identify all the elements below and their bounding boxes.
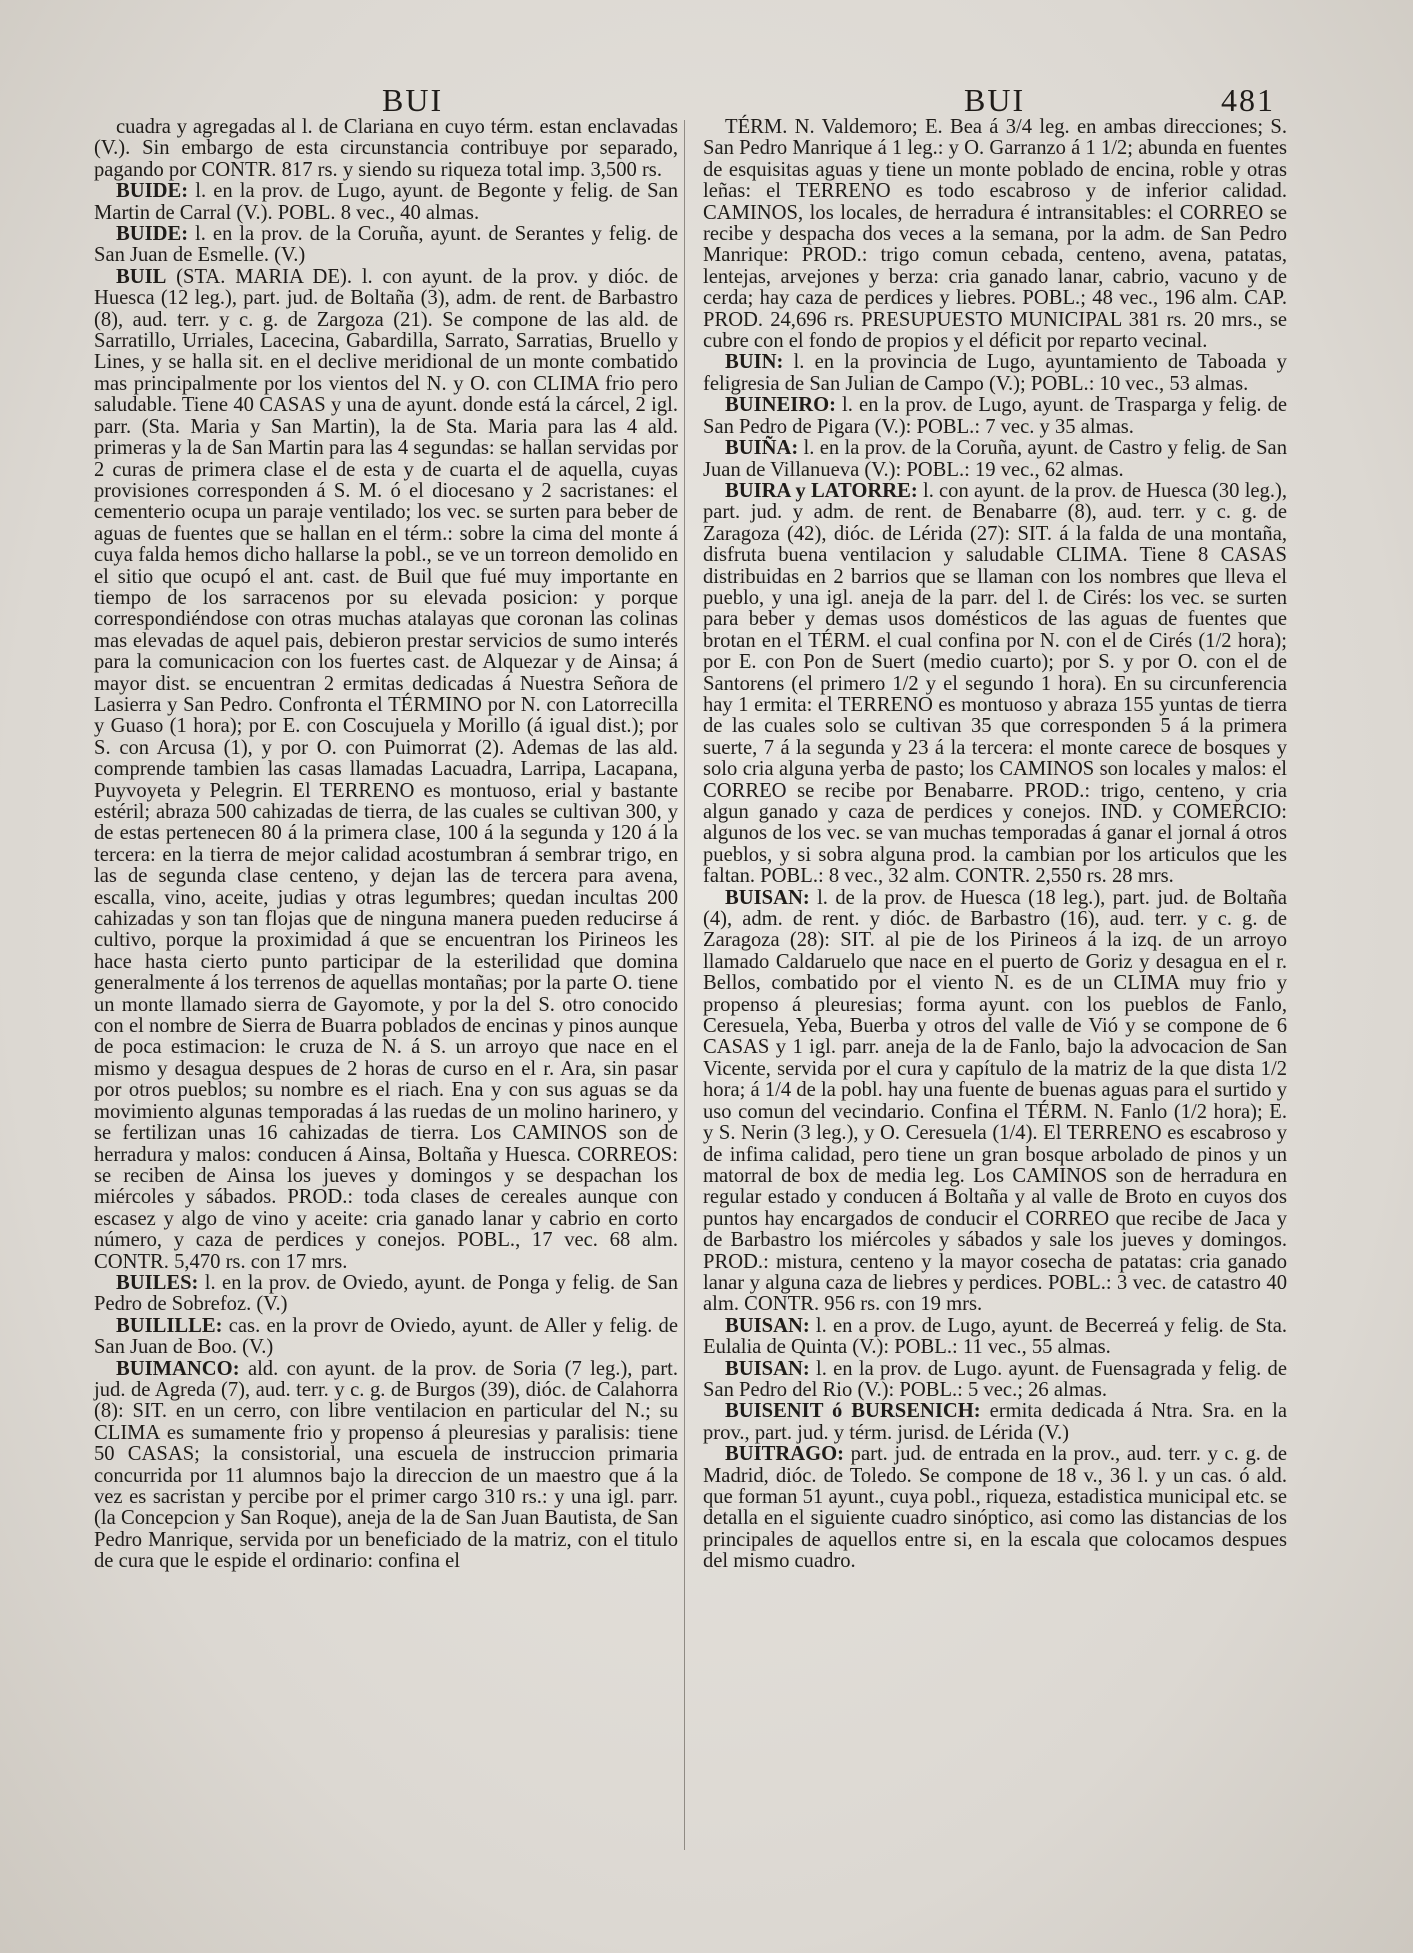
entry-text: part. jud. de entrada en la prov., aud. terr. y c. g. de Madrid, dióc. de Toledo. Se compone de 18 v., 36 l. y un cas. ó ald. que forman 51 ayunt., cuya pobl., riqueza, estadistica municipal etc. se detalla en el siguiente cuadro sinóptico, asi como las distancias de los principales de aquellos entre si, en la escala que colocamos despues del mismo cuadro.	[703, 1443, 1288, 1573]
entry	[703, 888, 1287, 1316]
entry-text: ermita dedicada á Ntra. Sra. en la prov., part. jud. y térm. jurisd. de Lérida (V.)	[703, 1400, 1287, 1444]
entry-headword: BUIÑA:	[725, 437, 799, 460]
entry	[703, 395, 1287, 438]
entry	[703, 352, 1287, 395]
entry	[703, 1316, 1287, 1359]
entry	[703, 1444, 1287, 1572]
entry-headword: BUIN:	[725, 351, 784, 374]
entry	[94, 117, 678, 181]
entry-text: l. en la prov. de Oviedo, ayunt. de Ponga y felig. de San Pedro de Sobrefoz. (V.)	[94, 1271, 678, 1316]
column-divider	[684, 120, 685, 1850]
entry-text: l. en la prov. de Lugo. ayunt. de Fuensagrada y felig. de San Pedro del Rio (V.): POBL.: 5 vec.; 26 almas.	[703, 1357, 1287, 1401]
entry-headword: BUIDE:	[116, 180, 189, 203]
entry-headword: BUINEIRO:	[725, 394, 836, 417]
entry-headword: BUITRAGO:	[725, 1443, 844, 1466]
entry-text: l. de la prov. de Huesca (18 leg.), part. jud. de Boltaña (4), adm. de rent. y dióc. de Barbastro (16), aud. terr. y c. g. de Zaragoza (28): SIT. al pie de los Pirineos á la izq. de un arroyo llamado Caldaruelo que nace en el puerto de Goriz y desagua en el r. Bellos, combatido por el viento N. es de un CLIMA muy frio y propenso á pleuresias; forma ayunt. con los pueblos de Fanlo, Ceresuela, Yeba, Buerba y otros del valle de Vió y se compone de 6 CASAS y 1 igl. parr. aneja de la de Fanlo, bajo la advocacion de San Vicente, servida por el cura y capítulo de la matriz de la que dista 1/2 hora; á 1/4 de la pobl. hay una fuente de buenas aguas para el surtido y uso comun del vecindario. Confina el TÉRM. N. Fanlo (1/2 hora); E. y S. Nerin (3 leg.), y O. Ceresuela (1/4). El TERRENO es escabroso y de infima calidad, pero tiene un gran bosque arbolado de pinos y un matorral de box de media leg. Los CAMINOS son de herradura en regular estado y conducen á Boltaña y al valle de Broto en cuyos dos puntos hay encargados de conducir el CORREO que recibe de Jaca y de Barbastro los miércoles y sábados y sale los jueves y domingos. PROD.: mistura, centeno y la mayor cosecha de patatas: cria ganado lanar y alguna caza de liebres y perdices. POBL.: 3 vec. de catastro 40 alm. CONTR. 956 rs. con 19 mrs.	[703, 886, 1287, 1316]
entry	[94, 181, 678, 224]
entry	[703, 1359, 1287, 1402]
entry-headword: BUIRA y LATORRE:	[725, 479, 918, 502]
entry-text: TÉRM. N. Valdemoro; E. Bea á 3/4 leg. en ambas direcciones; S. San Pedro Manrique á 1 leg.: y O. Garranzo á 1 1/2; abunda en fuentes de esquisitas aguas y tiene un monte poblado de encina, roble y otras leñas: el TERRENO es todo escabroso y de inferior calidad. CAMINOS, los locales, de herradura é intransitables: el CORREO se recibe y despacha dos veces a la semana, por la adm. de San Pedro Manrique: PROD.: trigo comun cebada, centeno, avena, patatas, lentejas, arvejones y berza: cria ganado lanar, cabrio, vacuno y de cerda; hay caza de perdices y liebres. POBL.; 48 vec., 196 alm. CAP. PROD. 24,696 rs. PRESUPUESTO MUNICIPAL 381 rs. 20 mrs., se cubre con el fondo de propios y el déficit por reparto vecinal.	[703, 116, 1287, 353]
left-column	[94, 117, 678, 1573]
entry	[94, 1359, 678, 1573]
left-header-word: BUI	[382, 82, 444, 118]
entry	[703, 1401, 1287, 1444]
entry	[94, 1316, 678, 1359]
entry-headword: BUIDE:	[116, 223, 189, 246]
entry-headword: BUISAN:	[725, 1314, 810, 1337]
entry	[94, 224, 678, 267]
entry-text: l. en la prov. de Lugo, ayunt. de Begonte y felig. de San Martin de Carral (V.). POBL. 8 vec., 40 almas.	[94, 180, 679, 224]
entry-text: l. en la prov. de Lugo, ayunt. de Trasparga y felig. de San Pedro de Pigara (V.): POBL.: 7 vec. y 35 almas.	[703, 394, 1288, 438]
entry-text: (STA. MARIA DE). l. con ayunt. de la prov. y dióc. de Huesca (12 leg.), part. jud. de Boltaña (3), adm. de rent. de Barbastro (8), aud. terr. y c. g. de Zargoza (21). Se compone de las ald. de Sarratillo, Urriales, Lacecina, Gabardilla, Sarrato, Sarratias, Bruello y Lines, y se halla sit. en el declive meridional de un monte combatido mas principalmente por los vientos del N. y O. con CLIMA frio pero saludable. Tiene 40 CASAS y una de ayunt. donde está la cárcel, 2 igl. parr. (Sta. Maria y San Martin), la de Sta. Maria para las 4 ald. primeras y la de San Martin para las 4 segundas: se hallan servidas por 2 curas de primera clase el de esta y de cuarta el de aquella, cuyas provisiones corresponden á S. M. ó el diocesano y 2 sacristanes: el cementerio ocupa un paraje ventilado; los vec. se surten para beber de aguas de fuentes que se hallan en el térm.: sobre la cima del monte á cuya falda hemos dicho hallarse la pobl., se ve un torreon demolido en el sitio que ocupó el ant. cast. de Buil que fué muy importante en tiempo de los sarracenos por su elevada posicion: y porque correspondiéndose con otras muchas atalayas que coronan las colinas mas elevadas de aquel pais, debieron prestar servicios de sumo interés para la comunicacion con los fuertes cast. de Alquezar y de Ainsa; á mayor dist. se encuentran 2 ermitas dedicadas á Nuestra Señora de Lasierra y San Pedro. Confronta el TÉRMINO por N. con Latorrecilla y Guaso (1 hora); por E. con Coscujuela y Morillo (á igual dist.); por S. con Arcusa (1), y por O. con Puimorrat (2). Ademas de las ald. comprende tambien las casas llamadas Lacuadra, Larripa, Lacapana, Puyvoyeta y Pelegrin. El TERRENO es montuoso, erial y bastante estéril; abraza 500 cahizadas de tierra, de las cuales se cultivan 300, y de estas pertenecen 80 á la primera clase, 100 á la segunda y 120 á la tercera: en la tierra de mejor calidad acostumbran á sembrar trigo, en las de segunda clase centeno, y dejan las de tercera para avena, escalla, vino, aceite, judias y otras legumbres; quedan incultas 200 cahizadas y son tan flojas que de ninguna manera pueden reducirse á cultivo, porque la proximidad á que se encuentran los Pirineos les hace hasta cierto punto participar de la esterilidad que domina generalmente á los terrenos de aquellas montañas; por la parte O. tiene un monte llamado sierra de Gayomote, y por la del S. otro conocido con el nombre de Sierra de Buarra poblados de encinas y pinos aunque de poca estimacion: le cruza de N. á S. un arroyo que nace en el mismo y desagua despues de 2 horas de curso en el r. Ara, sin pasar por otros pueblos; su nombre es el riach. Ena y con sus aguas se da movimiento algunas temporadas á las ruedas de un molino harinero, y se fertilizan unas 16 cahizadas de tierra. Los CAMINOS son de herradura y malos: conducen á Ainsa, Boltaña y Huesca. CORREOS: se reciben de Ainsa los jueves y domingos y se despachan los miércoles y sábados. PROD.: toda clases de cereales aunque con escasez y algo de vino y aceite: cria ganado lanar y cabrio en corto número, y caza de perdices y conejos. POBL., 17 vec. 68 alm. CONTR. 5,470 rs. con 17 mrs.	[94, 265, 678, 1273]
page-number: 481	[1221, 82, 1275, 118]
entry-text: l. en la prov. de la Coruña, ayunt. de Serantes y felig. de San Juan de Esmelle. (V.)	[94, 223, 678, 267]
entry-headword: BUIL	[116, 265, 167, 288]
entry	[94, 1273, 678, 1316]
entry-text: cas. en la provr de Oviedo, ayunt. de Aller y felig. de San Juan de Boo. (V.)	[94, 1314, 678, 1359]
entry-headword: BUIMANCO:	[116, 1357, 240, 1380]
entry-headword: BUILES:	[116, 1271, 199, 1294]
entry-text: l. en la provincia de Lugo, ayuntamiento de Taboada y feligresia de San Julian de Campo (V.); POBL.: 10 vec., 53 almas.	[703, 351, 1287, 395]
entry-text: l. en a prov. de Lugo, ayunt. de Becerreá y felig. de Sta. Eulalia de Quinta (V.): POBL.: 11 vec., 55 almas.	[703, 1314, 1288, 1359]
entry	[703, 117, 1287, 352]
entry	[703, 481, 1287, 888]
entry	[94, 267, 678, 1273]
entry-headword: BUISAN:	[725, 886, 810, 909]
entry	[703, 438, 1287, 481]
entry-text: cuadra y agregadas al l. de Clariana en cuyo térm. estan enclavadas (V.). Sin embargo de esta circunstancia contribuye por separado, pagando por CONTR. 817 rs. y siendo su riqueza total imp. 3,500 rs.	[94, 116, 678, 181]
running-head	[0, 82, 1413, 116]
right-header-word: BUI	[964, 82, 1026, 118]
entry-text: l. en la prov. de la Coruña, ayunt. de Castro y felig. de San Juan de Villanueva (V.): POBL.: 19 vec., 62 almas.	[703, 437, 1287, 481]
entry-text: l. con ayunt. de la prov. de Huesca (30 leg.), part. jud. y adm. de rent. de Benabarre (8), aud. terr. y c. g. de Zaragoza (42), dióc. de Lérida (27): SIT. á la falda de una montaña, disfruta buena ventilacion y saludable CLIMA. Tiene 8 CASAS distribuidas en 2 barrios que se llaman con los nombres que lleva el pueblo, y una igl. aneja de la parr. del l. de Cirés: los vec. se surten para beber y demas usos domésticos de las aguas de fuentes que brotan en el TÉRM. el cual confina por N. con el de Cirés (1/2 hora); por E. con Pon de Suert (medio cuarto); por S. y por O. con el de Santorens (el primero 1/2 y el segundo 1 hora). En su circunferencia hay 1 ermita: el TERRENO es montuoso y abraza 155 yuntas de tierra de las cuales solo se cultivan 35 que corresponden 5 á la primera suerte, 7 á la segunda y 23 á la tercera: el monte carece de bosques y solo cria alguna yerba de pasto; los CAMINOS son locales y malos: el CORREO se recibe por Benabarre. PROD.: trigo, centeno, y cria algun ganado y caza de perdices y conejos. IND. y COMERCIO: algunos de los vec. se van muchas temporadas á ganar el jornal á otros pueblos, y si sobra alguna prod. la cambian por los articulos que les faltan. POBL.: 8 vec., 32 alm. CONTR. 2,550 rs. 28 mrs.	[703, 479, 1288, 888]
entry-headword: BUISENIT ó BURSENICH:	[725, 1400, 981, 1423]
right-column	[703, 117, 1287, 1573]
entry-headword: BUILILLE:	[116, 1314, 223, 1337]
entry-text: ald. con ayunt. de la prov. de Soria (7 leg.), part. jud. de Agreda (7), aud. terr. y c. g. de Burgos (39), dióc. de Calahorra (8): SIT. en un cerro, con libre ventilacion en particular del N.; su CLIMA es sumamente frio y propenso á pleuresias y paralisis: tiene 50 CASAS; la consistorial, una escuela de instruccion primaria concurrida por 11 alumnos bajo la direccion de un maestro que á la vez es sacristan y percibe por el primer cargo 310 rs.: y una igl. parr. (la Concepcion y San Roque), aneja de la de San Juan Bautista, de San Pedro Manrique, servida por un beneficiado de la matriz, con el titulo de cura que le espide el ordinario: confina el	[94, 1357, 678, 1573]
entry-headword: BUISAN:	[725, 1357, 810, 1380]
